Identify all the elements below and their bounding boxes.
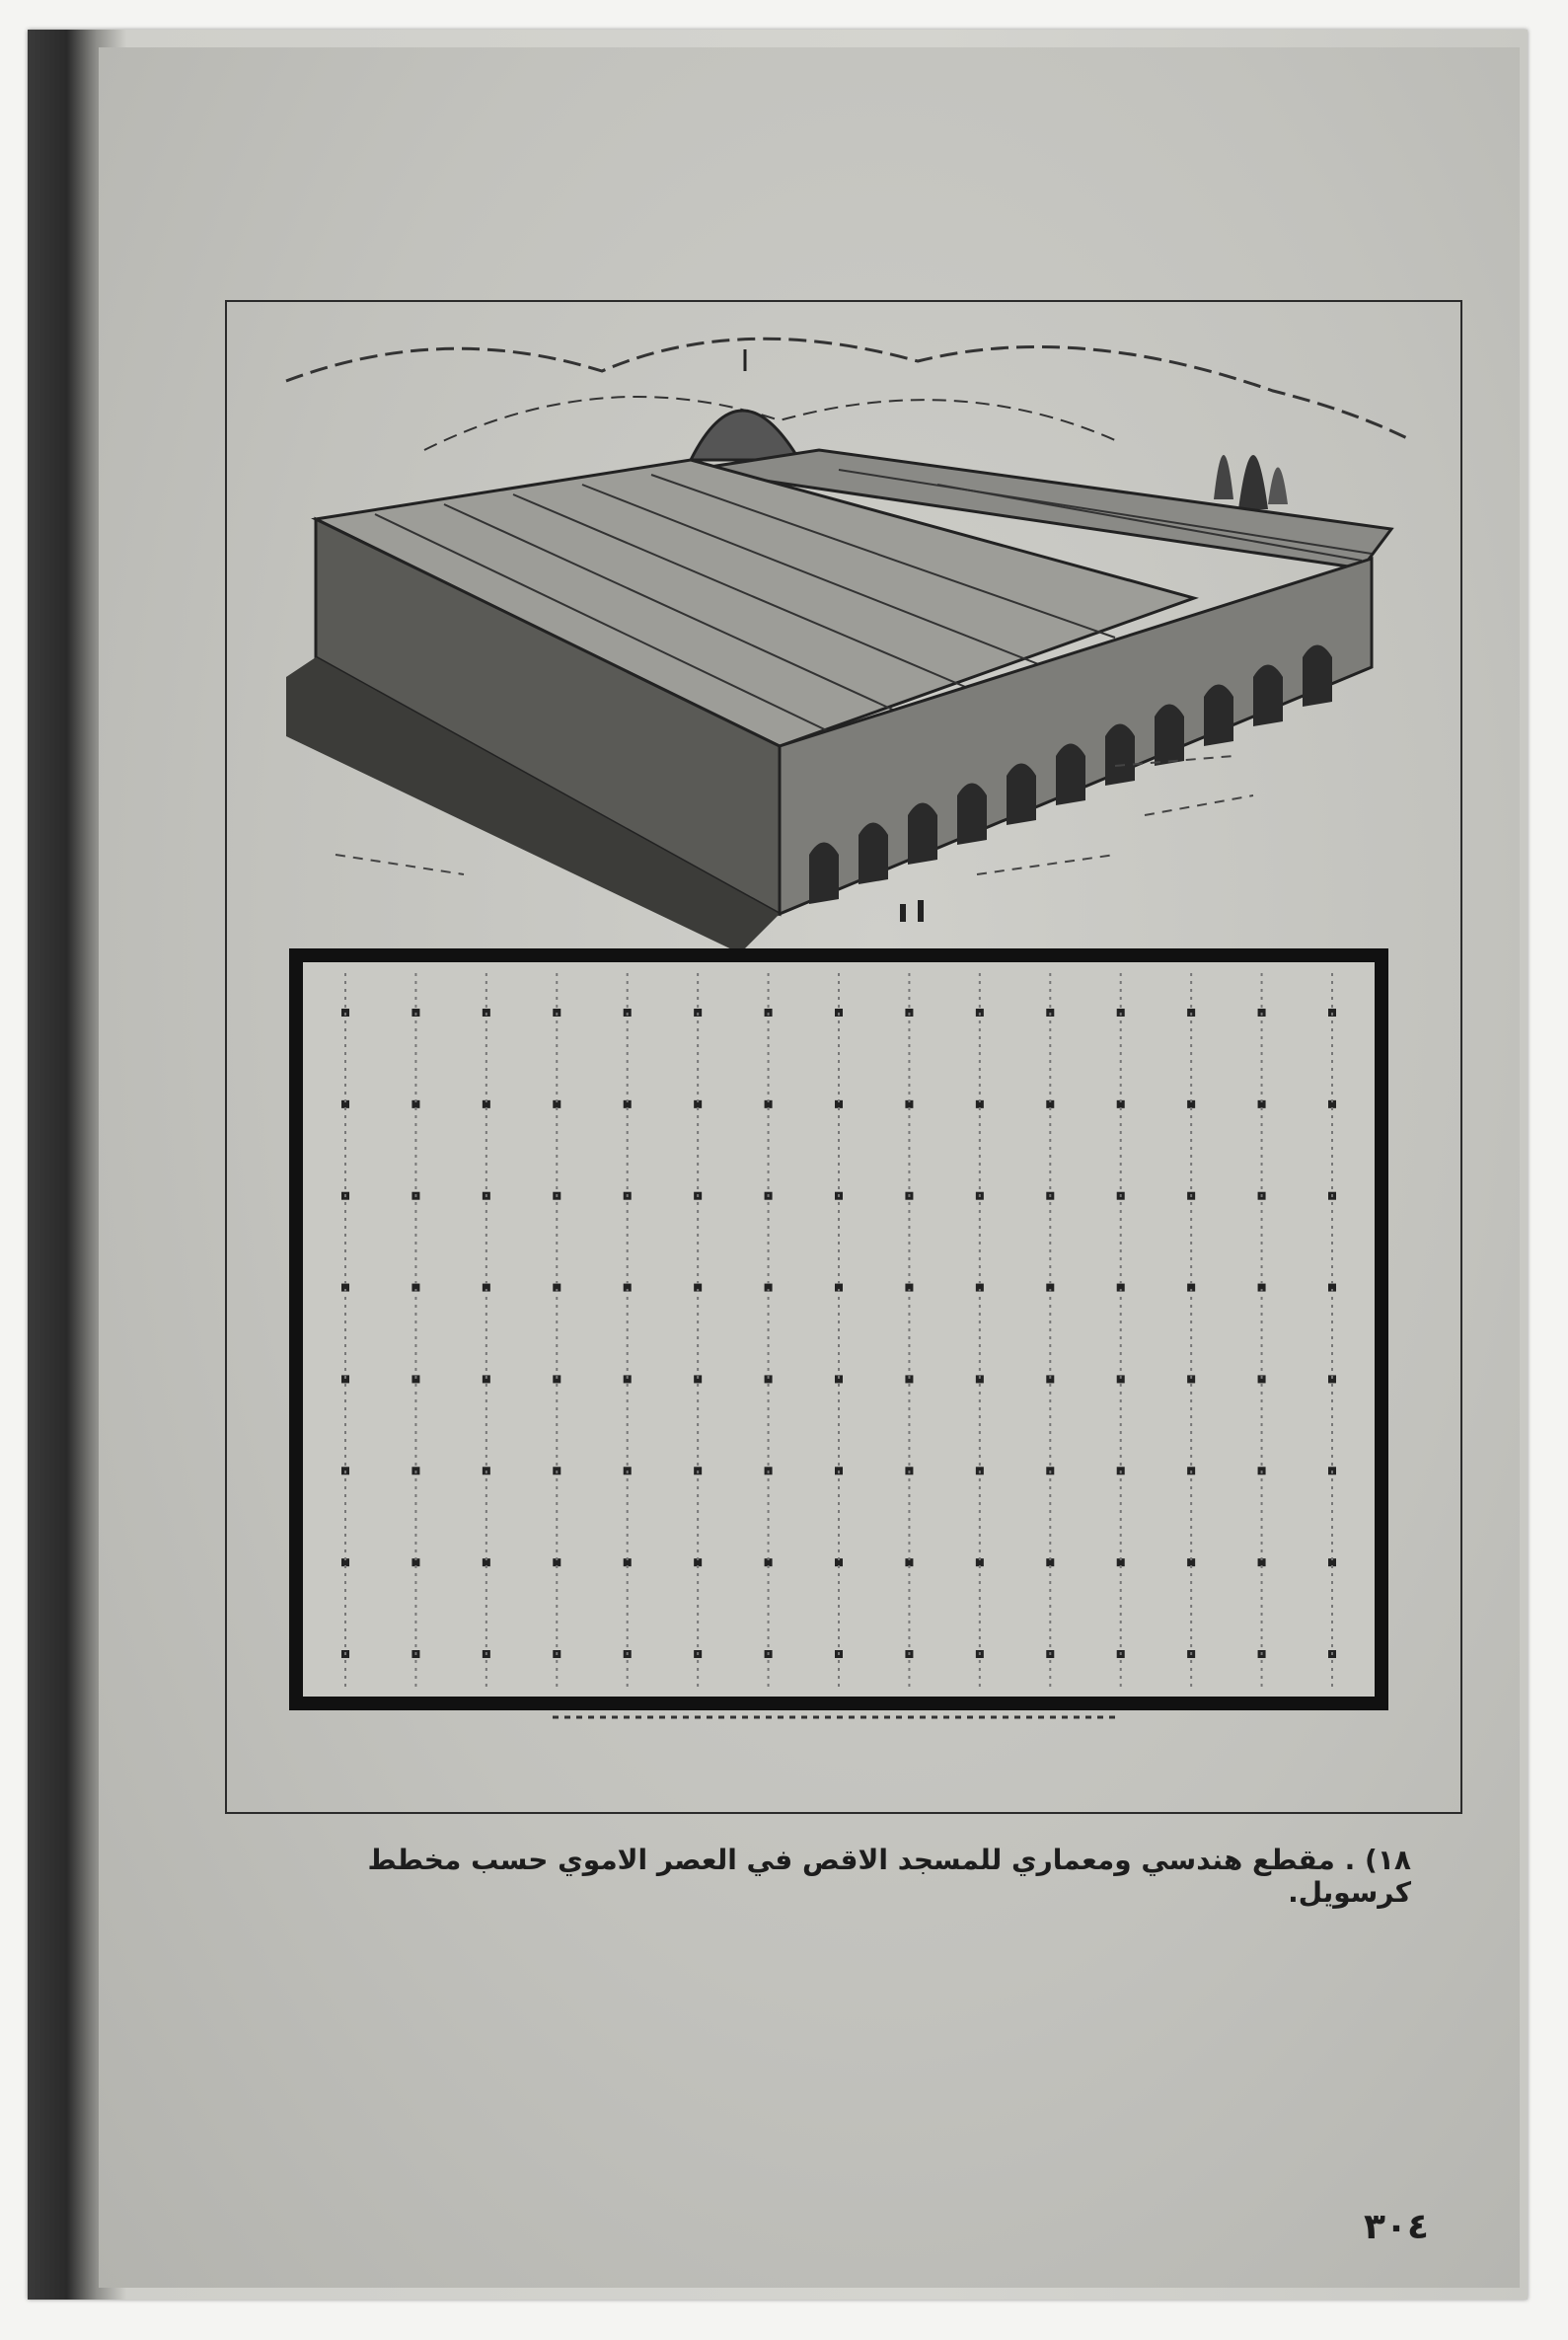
book-page [99,47,1520,2288]
photo-print [28,30,1528,2300]
show-through-text [375,2080,1362,2104]
cypress-trees [1214,455,1288,509]
figure-illustration [227,302,1460,1812]
floor-plan [296,955,1381,1717]
figure-frame [225,300,1462,1814]
figure-caption: ١٨) . مقطع هندسي ومعماري للمسجد الاقص في العصر الاموي حسب مخطط كرسويل. [367,1844,1411,1909]
page-number: ٣٠٤ [1364,2207,1429,2247]
dome [691,349,799,460]
hills-line [286,339,1411,440]
human-figures [900,900,924,922]
